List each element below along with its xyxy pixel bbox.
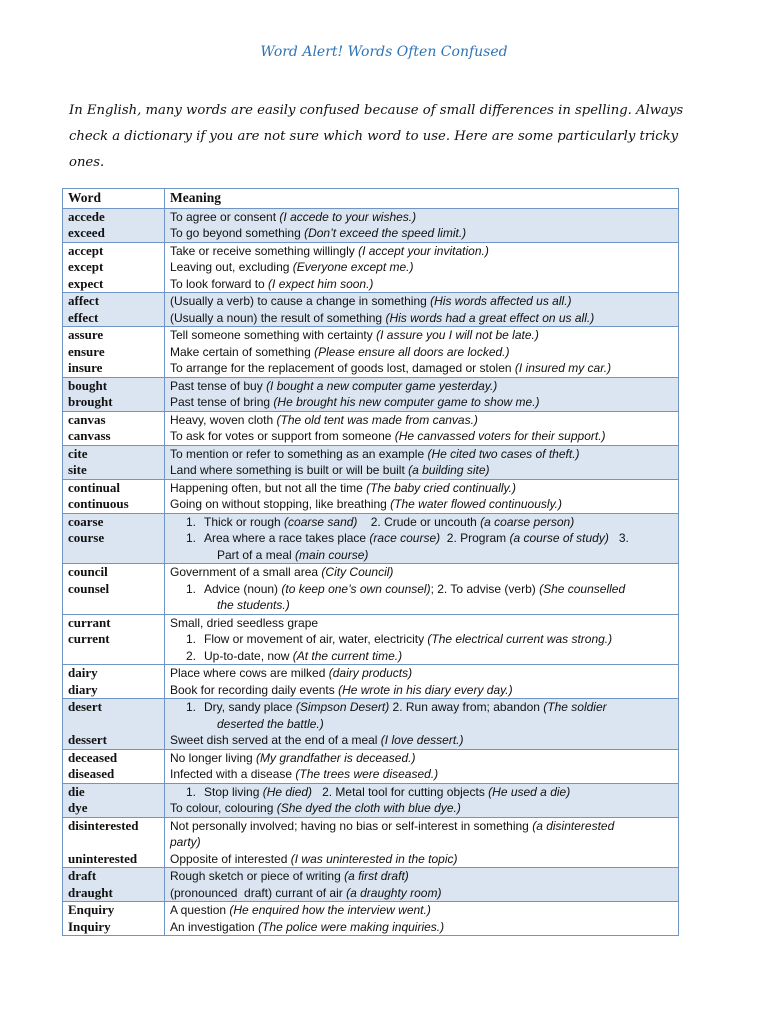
example-text: (He canvassed voters for their support.) xyxy=(394,429,606,443)
definition-text: Book for recording daily events xyxy=(170,682,339,697)
column-header-word: Word xyxy=(63,189,165,209)
example-text: deserted the battle.) xyxy=(217,716,324,731)
example-text: (Please ensure all doors are locked.) xyxy=(314,344,510,359)
list-number: 1. xyxy=(185,632,196,646)
meaning-line xyxy=(170,378,673,395)
word-cell xyxy=(63,665,165,699)
example-text: (to keep one’s own counsel) xyxy=(281,581,431,596)
word-entry: uninterested xyxy=(68,850,138,866)
meaning-line xyxy=(170,851,673,868)
meaning-line xyxy=(170,631,673,648)
table-row xyxy=(63,614,679,665)
example-text: (The water flowed continuously.) xyxy=(390,497,563,511)
word-entry: canvass xyxy=(68,428,111,443)
word-entry: exceed xyxy=(68,225,105,240)
list-number: 1. xyxy=(185,514,196,529)
definition-text: Area where a race takes place xyxy=(204,531,370,545)
meaning-line xyxy=(170,564,673,581)
word-entry: effect xyxy=(68,309,99,325)
meaning-cell xyxy=(165,783,679,817)
example-text: (The baby cried continually.) xyxy=(366,480,516,495)
table-row xyxy=(63,293,679,327)
meaning-cell xyxy=(165,699,679,750)
word-entry: accede xyxy=(68,208,105,224)
definition-text: 2. Program xyxy=(440,531,510,545)
meaning-line xyxy=(170,919,673,936)
example-text: (My grandfather is deceased.) xyxy=(256,750,416,765)
definition-text: Stop living xyxy=(204,784,263,799)
word-cell xyxy=(63,783,165,817)
meaning-cell xyxy=(165,902,679,936)
table-row xyxy=(63,445,679,479)
word-entry: course xyxy=(68,530,105,545)
meaning-line xyxy=(170,800,673,817)
meaning-line xyxy=(170,784,673,801)
meaning-line xyxy=(170,276,673,293)
meaning-cell xyxy=(165,377,679,411)
example-text: (His words had a great effect on us all.) xyxy=(385,310,595,325)
definition-text: Not personally involved; having no bias or self-interest in something xyxy=(170,818,533,833)
word-entry: coarse xyxy=(68,513,104,529)
table-row xyxy=(63,749,679,783)
word-cell xyxy=(63,208,165,242)
meaning-line xyxy=(170,243,673,260)
example-text: (At the current time.) xyxy=(292,648,403,663)
meaning-cell xyxy=(165,479,679,513)
example-text: (He enquired how the interview went.) xyxy=(229,903,431,917)
word-entry: dye xyxy=(68,800,88,815)
meaning-line xyxy=(170,310,673,327)
meaning-line xyxy=(170,750,673,767)
word-cell xyxy=(63,749,165,783)
meaning-line xyxy=(170,496,673,513)
word-cell xyxy=(63,293,165,327)
list-number: 1. xyxy=(185,581,196,596)
example-text: (a building site) xyxy=(408,463,490,477)
word-entry: insure xyxy=(68,360,103,375)
definition-text: Dry, sandy place xyxy=(204,700,296,714)
meaning-line xyxy=(170,868,673,885)
definition-text: To agree or consent xyxy=(170,209,280,224)
meaning-cell xyxy=(165,445,679,479)
definition-text: To mention or refer to something as an example xyxy=(170,446,428,461)
definition-text: To go beyond something xyxy=(170,226,305,240)
meaning-line xyxy=(170,716,673,733)
example-text: (a first draft) xyxy=(344,869,409,883)
example-text: (The trees were diseased.) xyxy=(295,767,439,781)
table-row xyxy=(63,377,679,411)
example-text: (I was uninterested in the topic) xyxy=(290,851,458,866)
definition-text: (pronounced draft) currant of air xyxy=(170,885,347,900)
table-row xyxy=(63,327,679,378)
example-text: (a draughty room) xyxy=(346,885,442,900)
example-text: (I insured my car.) xyxy=(514,361,612,375)
table-row xyxy=(63,479,679,513)
definition-text: 2. Run away from; abandon xyxy=(389,700,544,714)
definition-text: To look forward to xyxy=(170,276,269,291)
meaning-line xyxy=(170,412,673,429)
example-text: (The electrical current was strong.) xyxy=(427,632,613,646)
word-entry: brought xyxy=(68,394,113,409)
definition-text: (Usually a verb) to cause a change in something xyxy=(170,294,431,308)
example-text: (I accept your invitation.) xyxy=(358,243,489,258)
example-text: (I bought a new computer game yesterday.) xyxy=(266,378,498,393)
meaning-line xyxy=(170,597,673,614)
table-row xyxy=(63,208,679,242)
word-entry: desert xyxy=(68,699,102,714)
example-text: party) xyxy=(170,835,201,849)
meaning-line xyxy=(170,327,673,344)
word-entry: diseased xyxy=(68,766,115,781)
definition-text: Rough sketch or piece of writing xyxy=(170,869,345,883)
definition-text: To ask for votes or support from someone xyxy=(170,429,395,443)
example-text: (a disinterested xyxy=(532,818,615,833)
definition-text: Small, dried seedless grape xyxy=(170,615,319,630)
word-entry: except xyxy=(68,259,104,274)
meaning-line xyxy=(170,885,673,902)
example-text: (Everyone except me.) xyxy=(292,260,414,274)
table-row xyxy=(63,242,679,293)
definition-text: Going on without stopping, like breathing xyxy=(170,497,391,511)
meaning-line xyxy=(170,699,673,716)
word-entry: site xyxy=(68,462,87,477)
word-entry: continual xyxy=(68,479,121,495)
word-entry: cite xyxy=(68,445,88,461)
word-cell xyxy=(63,564,165,615)
word-entry: bought xyxy=(68,377,108,393)
word-entry: diary xyxy=(68,681,98,697)
table-row xyxy=(63,902,679,936)
meaning-line xyxy=(170,902,673,919)
word-entry: disinterested xyxy=(68,817,139,833)
definition-text: Thick or rough xyxy=(204,514,285,529)
meaning-cell xyxy=(165,242,679,293)
meaning-cell xyxy=(165,327,679,378)
list-number: 1. xyxy=(185,531,196,545)
example-text: (I assure you I will not be late.) xyxy=(376,328,539,342)
word-entry: continuous xyxy=(68,496,129,511)
intro-paragraph: In English, many words are easily confused because of small differences in spelling. Always check a dictionary if you are not sure which word to use. Here are some particularly tricky ones. xyxy=(69,103,684,170)
word-entry: Enquiry xyxy=(68,902,115,917)
word-entry xyxy=(68,716,159,733)
meaning-line xyxy=(170,462,673,479)
example-text: (Simpson Desert) xyxy=(295,700,390,714)
definition-text: Past tense of bring xyxy=(170,395,274,409)
definition-text: Place where cows are milked xyxy=(170,666,329,680)
word-entry: dairy xyxy=(68,665,98,680)
example-text: (I expect him soon.) xyxy=(268,276,374,291)
table-row xyxy=(63,699,679,750)
definition-text: Up-to-date, now xyxy=(204,648,293,663)
word-cell xyxy=(63,242,165,293)
example-text: the students.) xyxy=(217,598,290,612)
definition-text: Leaving out, excluding xyxy=(170,260,293,274)
meaning-line xyxy=(170,480,673,497)
example-text: (He brought his new computer game to show me.) xyxy=(273,395,540,409)
definition-text: Make certain of something xyxy=(170,344,315,359)
list-number: 2. xyxy=(185,648,196,663)
meaning-line xyxy=(170,648,673,665)
example-text: (main course) xyxy=(295,547,369,562)
meaning-line xyxy=(170,665,673,682)
definition-text: Opposite of interested xyxy=(170,851,291,866)
meaning-cell xyxy=(165,749,679,783)
example-text: (a course of study) xyxy=(509,531,609,545)
word-cell xyxy=(63,445,165,479)
meaning-line xyxy=(170,428,673,445)
table-header-row xyxy=(63,189,679,209)
meaning-line xyxy=(170,547,673,564)
definition-text: Take or receive something willingly xyxy=(170,243,359,258)
meaning-cell xyxy=(165,411,679,445)
meaning-line xyxy=(170,446,673,463)
word-cell xyxy=(63,614,165,665)
word-entry: draught xyxy=(68,884,113,900)
word-cell xyxy=(63,327,165,378)
words-table xyxy=(62,188,679,936)
example-text: (He cited two cases of theft.) xyxy=(427,446,580,461)
meaning-line xyxy=(170,344,673,361)
meaning-line xyxy=(170,615,673,632)
definition-text: Infected with a disease xyxy=(170,767,296,781)
definition-text: 2. Metal tool for cutting objects xyxy=(312,784,489,799)
word-entry: assure xyxy=(68,327,104,342)
definition-text: Happening often, but not all the time xyxy=(170,480,367,495)
table-row xyxy=(63,411,679,445)
word-entry: counsel xyxy=(68,580,110,596)
meaning-cell xyxy=(165,868,679,902)
meaning-cell xyxy=(165,665,679,699)
definition-text: Flow or movement of air, water, electricity xyxy=(204,632,428,646)
word-entry: die xyxy=(68,783,85,799)
word-cell xyxy=(63,817,165,868)
list-number: 1. xyxy=(185,700,196,714)
word-entry: accept xyxy=(68,242,104,258)
word-cell xyxy=(63,699,165,750)
meaning-line xyxy=(170,360,673,377)
meaning-line xyxy=(170,834,673,851)
definition-text: An investigation xyxy=(170,919,259,934)
word-entry: deceased xyxy=(68,749,118,765)
table-row xyxy=(63,783,679,817)
example-text: (He used a die) xyxy=(488,784,571,799)
definition-text: 3. xyxy=(608,531,629,545)
word-entry: expect xyxy=(68,275,104,291)
example-text: (Don’t exceed the speed limit.) xyxy=(304,226,467,240)
example-text: (coarse sand) xyxy=(284,514,358,529)
word-entry: ensure xyxy=(68,343,105,359)
definition-text: Sweet dish served at the end of a meal xyxy=(170,733,381,747)
meaning-line xyxy=(170,732,673,749)
meaning-line xyxy=(170,259,673,276)
word-cell xyxy=(63,377,165,411)
meaning-line xyxy=(170,682,673,699)
meaning-line xyxy=(170,514,673,531)
meaning-line xyxy=(170,225,673,242)
meaning-line xyxy=(170,209,673,226)
meaning-line xyxy=(170,394,673,411)
word-entry: currant xyxy=(68,614,111,630)
word-entry: current xyxy=(68,631,110,646)
meaning-cell xyxy=(165,208,679,242)
word-entry: canvas xyxy=(68,411,106,427)
example-text: (She counselled xyxy=(539,581,626,596)
list-number: 1. xyxy=(185,784,196,799)
column-header-meaning: Meaning xyxy=(165,189,679,209)
example-text: (The police were making inquiries.) xyxy=(258,919,445,934)
example-text: (dairy products) xyxy=(328,666,413,680)
table-row xyxy=(63,513,679,564)
document-title: Word Alert! Words Often Confused xyxy=(260,44,508,60)
definition-text: 2. Crude or uncouth xyxy=(357,514,481,529)
word-entry: draft xyxy=(68,868,97,883)
definition-text: A question xyxy=(170,903,230,917)
example-text: (She dyed the cloth with blue dye.) xyxy=(276,801,461,815)
word-cell xyxy=(63,868,165,902)
table-row xyxy=(63,564,679,615)
word-entry: council xyxy=(68,564,108,579)
example-text: (I love dessert.) xyxy=(380,733,464,747)
example-text: (His words affected us all.) xyxy=(430,294,572,308)
word-entry: dessert xyxy=(68,732,107,747)
word-cell xyxy=(63,411,165,445)
meaning-cell xyxy=(165,614,679,665)
definition-text: To colour, colouring xyxy=(170,801,277,815)
meaning-line xyxy=(170,530,673,547)
example-text: (He wrote in his diary every day.) xyxy=(338,682,513,697)
meaning-line xyxy=(170,818,673,835)
definition-text: Land where something is built or will be built xyxy=(170,463,409,477)
word-entry: Inquiry xyxy=(68,918,111,934)
example-text: (a coarse person) xyxy=(480,514,575,529)
table-row xyxy=(63,817,679,868)
definition-text: No longer living xyxy=(170,750,257,765)
definition-text: Past tense of buy xyxy=(170,378,267,393)
example-text: (The old tent was made from canvas.) xyxy=(276,412,478,427)
table-body xyxy=(63,208,679,936)
definition-text: (Usually a noun) the result of something xyxy=(170,310,386,325)
table-row xyxy=(63,868,679,902)
example-text: (The soldier xyxy=(543,700,607,714)
definition-text: ; 2. To advise (verb) xyxy=(430,581,540,596)
meaning-cell xyxy=(165,293,679,327)
example-text: (race course) xyxy=(369,531,441,545)
word-cell xyxy=(63,479,165,513)
meaning-cell xyxy=(165,564,679,615)
meaning-cell xyxy=(165,817,679,868)
example-text: (I accede to your wishes.) xyxy=(279,209,417,224)
table-row xyxy=(63,665,679,699)
meaning-line xyxy=(170,293,673,310)
definition-text: Part of a meal xyxy=(217,547,296,562)
definition-text: Tell someone something with certainty xyxy=(170,328,377,342)
word-entry: affect xyxy=(68,293,100,308)
definition-text: Heavy, woven cloth xyxy=(170,412,277,427)
word-entry xyxy=(68,834,159,851)
word-cell xyxy=(63,902,165,936)
definition-text: To arrange for the replacement of goods lost, damaged or stolen xyxy=(170,361,515,375)
definition-text: Government of a small area xyxy=(170,565,322,579)
definition-text: Advice (noun) xyxy=(204,581,282,596)
example-text: (He died) xyxy=(262,784,313,799)
example-text: (City Council) xyxy=(321,565,394,579)
word-cell xyxy=(63,513,165,564)
meaning-line xyxy=(170,766,673,783)
meaning-cell xyxy=(165,513,679,564)
meaning-line xyxy=(170,581,673,598)
